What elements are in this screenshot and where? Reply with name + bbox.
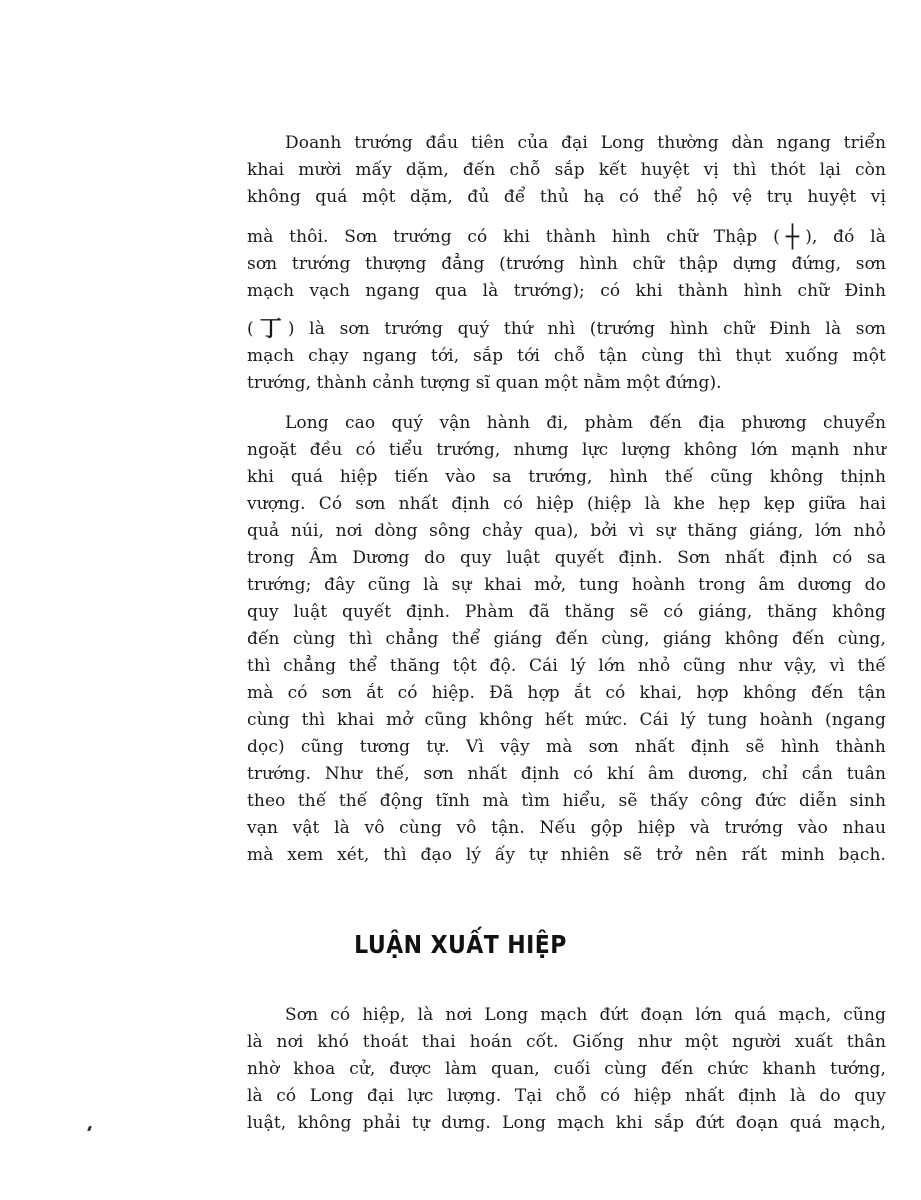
text-line: sơn trướng thượng đẳng (trướng hình chữ thập dựng đứng, sơn	[247, 254, 886, 274]
text-line: không quá một dặm, đủ để thủ hạ có thể hộ vệ trụ huyệt vị	[247, 187, 886, 207]
text-line: mà có sơn ắt có hiệp. Đã hợp ắt có khai, hợp không đến tận	[247, 683, 886, 703]
text-line: Long cao quý vận hành đi, phàm đến địa phương chuyển	[285, 413, 886, 433]
text-fragment: ), đó là	[805, 227, 886, 247]
text-line: mà xem xét, thì đạo lý ấy tự nhiên sẽ trở nên rất minh bạch.	[247, 845, 886, 865]
dinh-character-glyph: 丁	[259, 317, 282, 342]
text-line: theo thế thế động tĩnh mà tìm hiểu, sẽ thấy công đức diễn sinh	[247, 791, 886, 811]
text-line: mạch vạch ngang qua là trướng); có khi thành hình chữ Đinh	[247, 281, 886, 301]
text-line: mạch chạy ngang tới, sắp tới chỗ tận cùng thì thụt xuống một	[247, 346, 886, 366]
text-line: trướng; đây cũng là sự khai mở, tung hoành trong âm dương do	[247, 575, 886, 595]
text-line: trướng, thành cảnh tượng sĩ quan một nằm một đứng).	[247, 373, 722, 393]
text-line: là nơi khó thoát thai hoán cốt. Giống như một người xuất thân	[247, 1032, 886, 1052]
text-line: khai mười mấy dặm, đến chỗ sắp kết huyệt vị thì thót lại còn	[247, 160, 886, 180]
text-line: đến cùng thì chẳng thể giáng đến cùng, giáng không đến cùng,	[247, 629, 886, 649]
text-line: quả núi, nơi dòng sông chảy qua), bởi vì sự thăng giáng, lớn nhỏ	[247, 521, 886, 541]
text-fragment: (	[247, 319, 254, 339]
text-line: Doanh trướng đầu tiên của đại Long thường dàn ngang triển	[285, 133, 886, 153]
text-line: luật, không phải tự dưng. Long mạch khi sắp đứt đoạn quá mạch,	[247, 1113, 886, 1133]
text-line	[247, 316, 886, 342]
thap-character-glyph: ┼	[785, 225, 800, 250]
text-line: cùng thì khai mở cũng không hết mức. Cái lý tung hoành (ngang	[247, 710, 886, 730]
text-fragment: ) là sơn trướng quý thứ nhì (trướng hình chữ Đinh là sơn	[287, 319, 886, 339]
section-heading: LUẬN XUẤT HIỆP	[354, 930, 567, 959]
text-line: nhờ khoa cử, được làm quan, cuối cùng đến chức khanh tướng,	[247, 1059, 886, 1079]
text-line	[247, 224, 886, 250]
text-line: vạn vật là vô cùng vô tận. Nếu gộp hiệp và trướng vào nhau	[247, 818, 886, 838]
text-line: Sơn có hiệp, là nơi Long mạch đứt đoạn lớn quá mạch, cũng	[285, 1005, 886, 1025]
text-line: vượng. Có sơn nhất định có hiệp (hiệp là khe hẹp kẹp giữa hai	[247, 494, 886, 514]
scan-speck	[87, 1126, 92, 1131]
text-line: khi quá hiệp tiến vào sa trướng, hình thế cũng không thịnh	[247, 467, 886, 487]
text-line: dọc) cũng tương tự. Vì vậy mà sơn nhất định sẽ hình thành	[247, 737, 886, 757]
text-line: ngoặt đều có tiểu trướng, nhưng lực lượng không lớn mạnh như	[247, 440, 886, 460]
text-line: quy luật quyết định. Phàm đã thăng sẽ có giáng, thăng không	[247, 602, 886, 622]
text-line: trướng. Như thế, sơn nhất định có khí âm dương, chỉ cần tuân	[247, 764, 886, 784]
text-line: thì chẳng thể thăng tột độ. Cái lý lớn nhỏ cũng như vậy, vì thế	[247, 656, 886, 676]
text-fragment: mà thôi. Sơn trướng có khi thành hình chữ Thập (	[247, 227, 780, 247]
text-line: là có Long đại lực lượng. Tại chỗ có hiệp nhất định là do quy	[247, 1086, 886, 1106]
text-line: trong Âm Dương do quy luật quyết định. Sơn nhất định có sa	[247, 548, 886, 568]
